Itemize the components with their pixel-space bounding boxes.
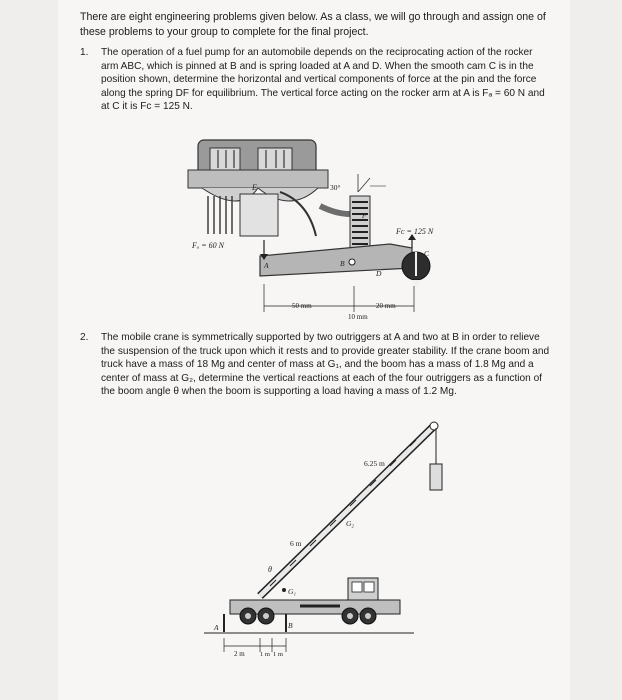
label-6-25m: 6.25 m (364, 459, 385, 468)
label-f: F (362, 212, 367, 220)
label-b: B (288, 621, 293, 630)
dim-10mm: 10 mm (348, 313, 368, 321)
rocker-arm-abc (260, 244, 412, 276)
fuel-pump-figure (180, 136, 450, 321)
angle-label: 30° (330, 183, 341, 192)
force-fc-label: Fᴄ = 125 N (396, 227, 434, 236)
label-c: C (424, 249, 430, 258)
label-a: A (264, 261, 269, 270)
intro-paragraph: There are eight engineering problems given below. As a class, we will go through and assign one of these problems to your group to complete for the final project. (80, 11, 546, 38)
force-fa-label: Fₐ = 60 N (192, 241, 224, 250)
crane-boom (260, 422, 438, 596)
problem-number: 2. (80, 332, 89, 343)
pump-housing (188, 140, 350, 236)
label-b: B (340, 259, 345, 268)
label-e: E (252, 183, 257, 192)
dim-50mm: 50 mm (292, 302, 312, 310)
label-d: D (376, 269, 382, 278)
dim-1m-b: 1 m (273, 651, 283, 658)
truck-body (224, 578, 400, 632)
problem-text: The mobile crane is symmetrically supported by two outriggers at A and two at B in order to relieve the suspension of the truck upon which it rests and to provide greater stability. If the crane boom and truck have a mass of 18 Mg and center of mass at G₁, and the boom has a mass of 1.8 Mg and a center of mass at G₂, determine the vertical reactions at each of the four outriggers as a function of the boom angle θ when the boom is supporting a load having a mass of 1.2 Mg. (101, 332, 550, 398)
label-g2: G₂ (346, 519, 355, 528)
hanging-load (430, 428, 442, 490)
problem-2 (80, 331, 550, 399)
problem-1 (80, 46, 550, 114)
dim-2m: 2 m (234, 650, 245, 658)
problem-text: The operation of a fuel pump for an automobile depends on the reciprocating action of the rocker arm ABC, which is pinned at B and is spring loaded at A and D. When the smooth cam C is in the position shown, determine the horizontal and vertical components of force at the pin and the force along the spring DF for equilibrium. The vertical force acting on the rocker arm at A is Fₐ = 60 N and at C it is Fᴄ = 125 N. (101, 47, 545, 113)
mobile-crane-figure (200, 418, 460, 668)
problem-number: 1. (80, 47, 89, 58)
label-g1: G₁ (288, 587, 297, 596)
label-theta: θ (268, 565, 272, 574)
label-a: A (214, 623, 219, 632)
dim-20mm: 20 mm (376, 302, 396, 310)
label-6m: 6 m (290, 539, 302, 548)
dim-1m-a: 1 m (260, 651, 270, 658)
